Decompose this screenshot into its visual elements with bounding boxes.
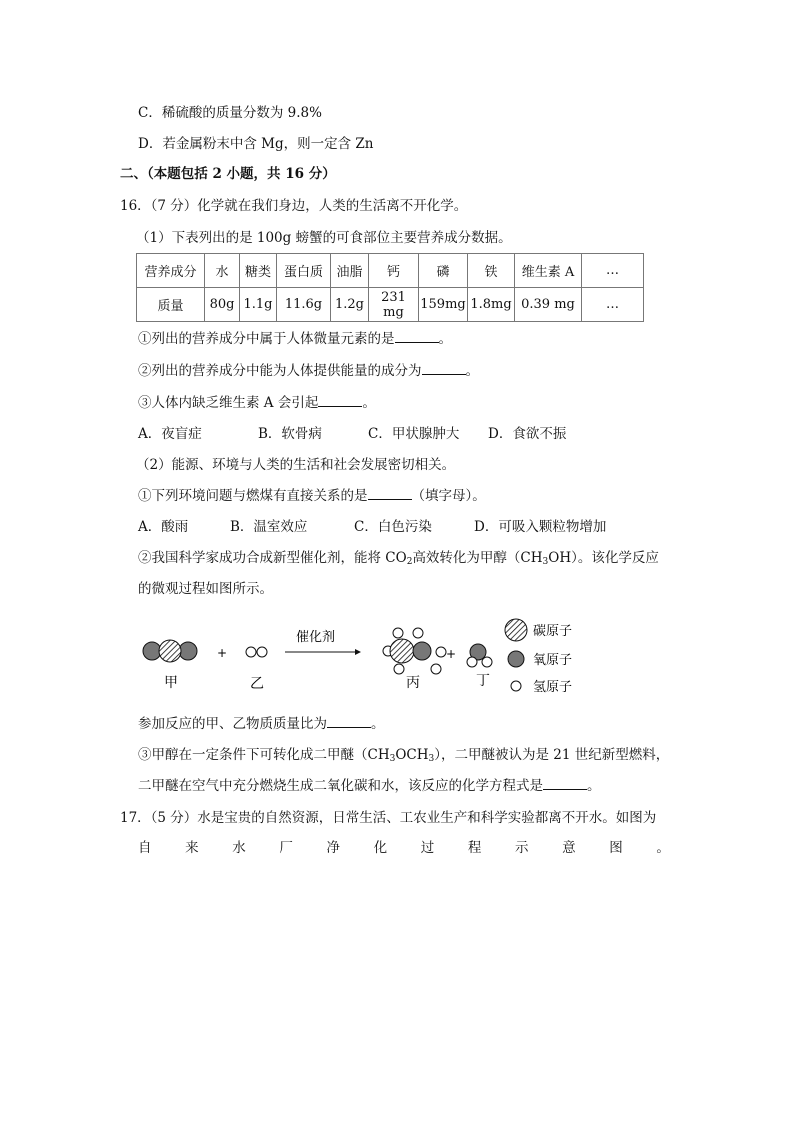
question-text: OCH (395, 747, 429, 763)
question-17-line2 (138, 838, 670, 858)
question-text: ②列出的营养成分中能为人体提供能量的成分为 (138, 363, 422, 379)
p1-question-1 (138, 329, 452, 349)
answer-blank[interactable] (368, 486, 412, 500)
p2-q1-option-a: A．酸雨 (138, 519, 189, 535)
legend-carbon: 碳原子 (533, 624, 573, 639)
option-c: C．稀硫酸的质量分数为 9.8% (138, 105, 322, 121)
table-cell: 231 mg (369, 288, 419, 322)
p2-q1-option-c: C．白色污染 (354, 519, 432, 535)
spread-char: 来 (185, 840, 199, 856)
question-text: ①下列环境问题与燃煤有直接关系的是 (138, 488, 368, 504)
spread-char: 示 (515, 840, 529, 856)
label-ding: 丁 (476, 673, 490, 689)
spread-char: 自 (138, 840, 152, 856)
question-punct: （填字母）。 (411, 488, 486, 504)
table-cell: 80g (205, 288, 240, 322)
table-header-cell: 铁 (468, 254, 515, 288)
answer-blank[interactable] (327, 714, 371, 728)
table-header-cell: 油脂 (331, 254, 369, 288)
p1-q3-option-a: A．夜盲症 (138, 426, 202, 442)
question-text: OH）。该化学反应 (548, 550, 659, 566)
question-text: ③人体内缺乏维生素 A 会引起 (138, 395, 319, 411)
question-punct: 。 (438, 331, 452, 347)
subscript: 3 (542, 557, 549, 567)
subscript: 3 (389, 754, 396, 764)
question-17-stem: 17．（5 分）水是宝贵的自然资源，日常生活、工农业生产和科学实验都离不开水。如图为 (120, 810, 657, 826)
p2-q1-option-b: B．温室效应 (230, 519, 308, 535)
table-header-cell: 钙 (369, 254, 419, 288)
p2-q1-option-d: D．可吸入颗粒物增加 (474, 519, 607, 535)
question-text: 二甲醚在空气中充分燃烧生成二氧化碳和水，该反应的化学方程式是 (138, 778, 543, 794)
p2-question-1 (138, 486, 486, 506)
table-row (137, 288, 644, 322)
subscript: 3 (428, 754, 435, 764)
question-text: ②我国科学家成功合成新型催化剂，能将 CO (138, 550, 407, 566)
answer-blank[interactable] (543, 776, 587, 790)
p1-question-2 (138, 361, 479, 381)
table-header-cell: … (582, 254, 644, 288)
water-molecule-icon (467, 644, 492, 667)
table-header-cell: 水 (205, 254, 240, 288)
spread-char: 厂 (279, 840, 293, 856)
table-cell: 11.6g (277, 288, 331, 322)
plus-sign-1: + (217, 646, 228, 660)
catalyst-label: 催化剂 (296, 630, 336, 645)
question-16-stem: 16．（7 分）化学就在我们身边，人类的生活离不开化学。 (120, 198, 468, 214)
table-header-cell: 磷 (419, 254, 468, 288)
spread-char: 化 (373, 840, 388, 856)
label-yi: 乙 (250, 676, 264, 692)
spread-char: 程 (467, 840, 482, 856)
table-cell: 0.39 mg (515, 288, 582, 322)
plus-sign-2: + (446, 647, 457, 661)
part1-intro: （1）下表列出的是 100g 螃蟹的可食部位主要营养成分数据。 (136, 230, 512, 246)
p1-q3-option-d: D．食欲不振 (488, 426, 567, 442)
p2-question-3-line2 (138, 776, 601, 796)
question-text: 高效转化为甲醇（CH (412, 550, 543, 566)
table-cell: 159mg (419, 288, 468, 322)
co2-molecule-icon (143, 640, 197, 662)
section-heading: 二、（本题包括 2 小题，共 16 分） (120, 166, 336, 182)
methanol-molecule-icon (383, 628, 446, 674)
p2-question-3-line1 (138, 745, 669, 769)
p1-question-3 (138, 393, 376, 413)
question-punct: 。 (362, 395, 376, 411)
question-punct: 。 (587, 778, 601, 794)
p1-q3-option-c: C．甲状腺肿大 (368, 426, 460, 442)
question-text: ），二甲醚被认为是 21 世纪新型燃料， (434, 747, 670, 763)
subscript: 2 (406, 557, 413, 567)
question-punct: 。 (465, 363, 479, 379)
question-punct: 。 (371, 716, 385, 732)
carbon-atom-icon (505, 619, 527, 641)
p2-question-2-line1 (138, 548, 659, 572)
spread-char: 图 (609, 840, 623, 856)
legend-oxygen: 氧原子 (533, 653, 573, 668)
p2-question-2-ask (138, 714, 385, 734)
arrow-head-icon (355, 649, 361, 655)
p2-question-2-line2: 的微观过程如图所示。 (138, 581, 273, 597)
spread-char: 水 (232, 840, 246, 856)
p1-q3-option-b: B．软骨病 (258, 426, 322, 442)
answer-blank[interactable] (395, 329, 439, 343)
part2-intro: （2）能源、环境与人类的生活和社会发展密切相关。 (136, 457, 456, 473)
table-header-cell: 营养成分 (137, 254, 205, 288)
reaction-diagram (130, 612, 590, 702)
answer-blank[interactable] (422, 361, 466, 375)
table-cell: 质量 (137, 288, 205, 322)
table-cell: 1.1g (240, 288, 277, 322)
option-d: D．若金属粉末中含 Mg，则一定含 Zn (138, 136, 374, 152)
table-header-cell: 糖类 (240, 254, 277, 288)
spread-char: 意 (562, 840, 576, 856)
table-cell: … (582, 288, 644, 322)
table-header-cell: 维生素 A (515, 254, 582, 288)
spread-char: 。 (656, 840, 670, 856)
table-header-row (137, 254, 644, 288)
question-text: 参加反应的甲、乙物质质量比为 (138, 716, 327, 732)
question-text: ①列出的营养成分中属于人体微量元素的是 (138, 331, 395, 347)
question-text: ③甲醇在一定条件下可转化成二甲醚（CH (138, 747, 390, 763)
table-cell: 1.8mg (468, 288, 515, 322)
h2-molecule-icon (246, 647, 267, 657)
table-cell: 1.2g (331, 288, 369, 322)
hydrogen-atom-icon (511, 681, 521, 691)
answer-blank[interactable] (318, 393, 362, 407)
oxygen-atom-icon (508, 651, 524, 667)
label-jia: 甲 (164, 675, 178, 691)
legend-hydrogen: 氢原子 (533, 680, 573, 695)
spread-char: 净 (326, 840, 340, 856)
label-bing: 丙 (406, 675, 420, 691)
nutrition-table (136, 253, 644, 322)
spread-char: 过 (420, 840, 435, 856)
table-header-cell: 蛋白质 (277, 254, 331, 288)
